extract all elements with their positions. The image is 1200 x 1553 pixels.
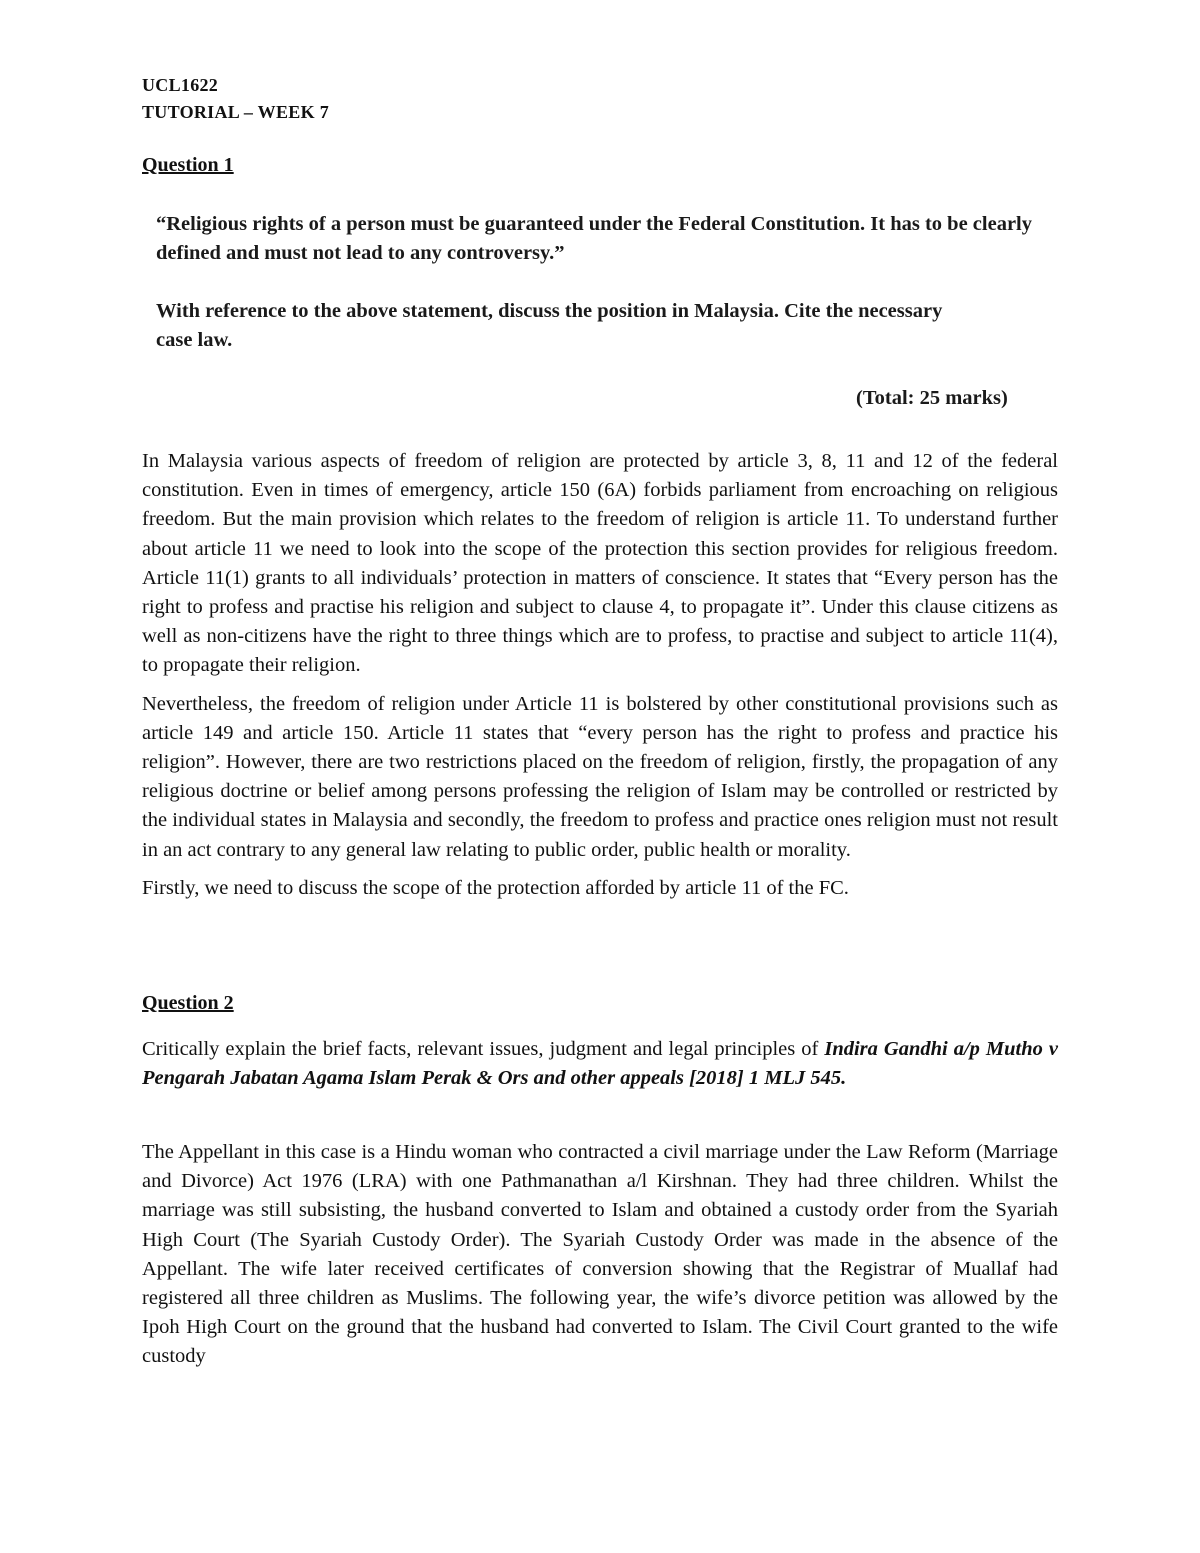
question-2-prompt (142, 1035, 1058, 1093)
answer-1-paragraph-3: Firstly, we need to discuss the scope of the protection afforded by article 11 of the FC. (142, 876, 849, 899)
case-citation: Indira Gandhi a/p Mutho v Pengarah Jabatan Agama Islam Perak & Ors and other appeals [2018] 1 MLJ 545. (142, 1038, 1058, 1090)
document-header (142, 72, 329, 126)
tutorial-title: TUTORIAL – WEEK 7 (142, 102, 329, 122)
course-code: UCL1622 (142, 75, 219, 95)
answer-1-paragraph-2: Nevertheless, the freedom of religion under Article 11 is bolstered by other constitutional provisions such as article 149 and article 150. Article 11 states that “every person has the right to profess and practice his religion”. However, there are two restrictions placed on the freedom of religion, firstly, the propagation of any religious doctrine or belief among persons professing the religion of Islam may be controlled or restricted by the individual states in Malaysia and secondly, the freedom to profess and practice ones religion must not result in an act contrary to any general law relating to public order, public health or morality. (142, 692, 1058, 861)
question-1-answer (142, 447, 1058, 903)
question-2-prompt-text: Critically explain the brief facts, relevant issues, judgment and legal principles of (142, 1038, 825, 1060)
answer-1-paragraph-1: In Malaysia various aspects of freedom of religion are protected by article 3, 8, 11 and 12 of the federal constitution. Even in times of emergency, article 150 (6A) forbids parliament from encroaching on religious freedom. But the main provision which relates to the freedom of religion is article 11. To understand further about article 11 we need to look into the scope of the protection this section provides for religious freedom. Article 11(1) grants to all individuals’ protection in matters of conscience. It states that “Every person has the right to profess and practise his religion and subject to clause 4, to propagate it”. Under this clause citizens as well as non-citizens have the right to three things which are to profess, to practise and subject to article 11(4), to propagate their religion. (142, 450, 1058, 677)
question-2-answer (142, 1138, 1058, 1372)
answer-2-paragraph-1: The Appellant in this case is a Hindu woman who contracted a civil marriage under the Law Reform (Marriage and Divorce) Act 1976 (LRA) with one Pathmanathan a/l Kirshnan. They had three children. Whilst the marriage was still subsisting, the husband converted to Islam and obtained a custody order from the Syariah High Court (The Syariah Custody Order). The Syariah Custody Order was made in the absence of the Appellant. The wife later received certificates of conversion showing that the Registrar of Muallaf had registered all three children as Muslims. The following year, the wife’s divorce petition was allowed by the Ipoh High Court on the ground that the husband had converted to Islam. The Civil Court granted to the wife custody (142, 1141, 1058, 1368)
question-1-total-marks: (Total: 25 marks) (856, 387, 1008, 409)
question-1-quote: “Religious rights of a person must be guaranteed under the Federal Constitution. It has to be clearly defined and must not lead to any controversy.” (156, 213, 1032, 264)
question-1-title: Question 1 (142, 154, 234, 176)
question-1-instruction: With reference to the above statement, discuss the position in Malaysia. Cite the necessary case law. (156, 300, 943, 351)
question-2-title: Question 2 (142, 992, 234, 1014)
